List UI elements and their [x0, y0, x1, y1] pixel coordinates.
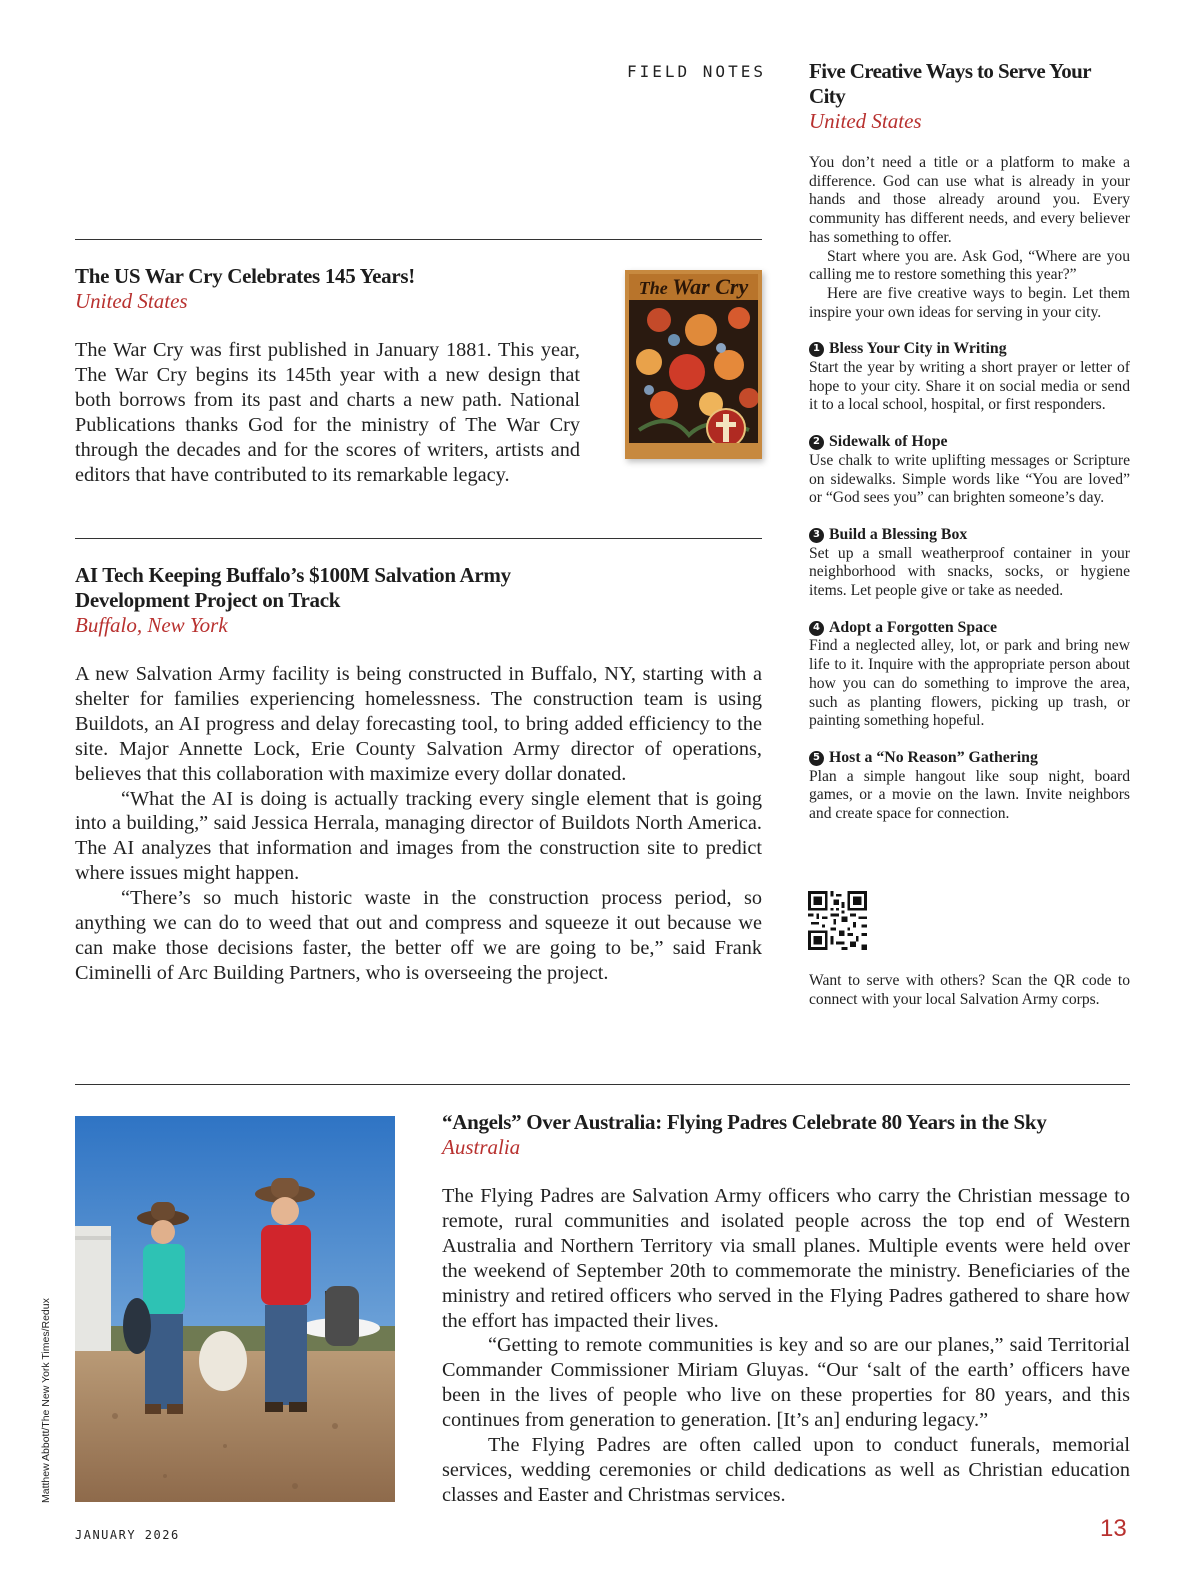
- article-paragraph: “What the AI is doing is actually tracking every single element that is going into a building,” said Jessica Herrala, managing director of Buildots North America. The AI analyzes that information and images from the construction site to predict where issues might happen.: [75, 787, 762, 885]
- tip-item: [809, 340, 1130, 415]
- number-icon: 2: [809, 435, 824, 450]
- issue-date: JANUARY 2026: [75, 1528, 180, 1542]
- tip-body: Plan a simple hangout like soup night, board games, or a movie on the lawn. Invite neighbors and create space for connection.: [809, 767, 1130, 823]
- article-title: “Angels” Over Australia: Flying Padres Celebrate 80 Years in the Sky: [442, 1110, 1047, 1134]
- cover-footer-band: [629, 443, 758, 455]
- cover-masthead: The War Cry: [629, 274, 758, 300]
- tip-body: Use chalk to write uplifting messages or Scripture on sidewalks. Simple words like “You are loved” or “God sees you” can brighten someone’s day.: [809, 451, 1130, 507]
- photo-credit: Matthew Abbott/The New York Times/Redux: [40, 1298, 52, 1503]
- sidebar-paragraph: You don’t need a title or a platform to make a difference. God can use what is already in your hands and those already around you. Every community has different needs, and every believer has something to offer.: [809, 154, 1130, 246]
- divider-rule: [75, 239, 762, 240]
- war-cry-cover-image: [625, 270, 762, 459]
- sidebar-intro: [809, 154, 1130, 322]
- tip-body: Start the year by writing a short prayer or letter of hope to your city. Share it on social media or send it to a local school, hospital, or first responders.: [809, 359, 1130, 414]
- sidebar-paragraph: Start where you are. Ask God, “Where are you calling me to restore something this year?”: [809, 247, 1130, 284]
- number-icon: 5: [809, 751, 824, 766]
- article-australia: [442, 1110, 1130, 1508]
- photo-illustration: [75, 1116, 395, 1502]
- article-war-cry: [75, 264, 585, 487]
- tip-item: [809, 433, 1130, 508]
- number-icon: 3: [809, 528, 824, 543]
- article-body: [75, 338, 580, 487]
- sidebar-paragraph: Here are five creative ways to begin. Let them inspire your own ideas for serving in your city.: [809, 284, 1130, 321]
- article-location: Australia: [442, 1135, 521, 1159]
- article-title: The US War Cry Celebrates 145 Years!: [75, 264, 415, 288]
- tip-title: Host a “No Reason” Gathering: [829, 748, 1038, 766]
- tip-title: Build a Blessing Box: [829, 525, 968, 543]
- article-location: United States: [75, 289, 188, 313]
- article-buffalo: [75, 563, 762, 986]
- flying-padres-photo: [75, 1116, 395, 1502]
- section-label: FIELD NOTES: [627, 62, 766, 81]
- tip-title: Adopt a Forgotten Space: [829, 618, 998, 636]
- tip-item: [809, 526, 1130, 601]
- divider-rule: [75, 538, 762, 539]
- sidebar-title: Five Creative Ways to Serve Your City: [809, 59, 1091, 108]
- tip-body: Find a neglected alley, lot, or park and bring new life to it. Inquire with the appropriate person about how you can do something to improve the area, such as planting flowers, picking up trash, or painting something hopeful.: [809, 637, 1130, 730]
- article-body: [75, 662, 762, 986]
- sidebar-location: United States: [809, 109, 922, 133]
- flower-illustration: [629, 300, 762, 459]
- tip-item: [809, 749, 1130, 824]
- page-number: 13: [1100, 1515, 1127, 1542]
- qr-code-icon[interactable]: [808, 891, 867, 950]
- article-title: AI Tech Keeping Buffalo’s $100M Salvation Army Development Project on Track: [75, 563, 511, 612]
- sidebar-five-ways: [809, 59, 1130, 824]
- article-body: [442, 1184, 1130, 1508]
- qr-caption: Want to serve with others? Scan the QR code to connect with your local Salvation Army corps.: [809, 972, 1130, 1008]
- article-location: Buffalo, New York: [75, 613, 228, 637]
- number-icon: 1: [809, 342, 824, 357]
- tip-item: [809, 619, 1130, 731]
- article-paragraph: The Flying Padres are Salvation Army officers who carry the Christian message to remote, rural communities and isolated people across the top end of Western Australia and Northern Territory via small planes. Multiple events were held over the weekend of September 20th to commemorate the ministry. Beneficiaries of the ministry and retired officers who served in the Flying Padres gathered to share how the effort has impacted their lives.: [442, 1185, 1130, 1332]
- article-paragraph: A new Salvation Army facility is being constructed in Buffalo, NY, starting with a shelter for families experiencing homelessness. The construction team is using Buildots, an AI progress and delay forecasting tool, to bring added efficiency to the site. Major Annette Lock, Erie County Salvation Army director of operations, believes that this collaboration with maximize every dollar donated.: [75, 663, 762, 785]
- number-icon: 4: [809, 621, 824, 636]
- article-paragraph: The War Cry was first published in January 1881. This year, The War Cry begins its 145th year with a new design that both borrows from its past and charts a new path. National Publications thanks God for the ministry of The War Cry through the decades and for the scores of writers, artists and editors that have contributed to its remarkable legacy.: [75, 339, 580, 486]
- article-paragraph: The Flying Padres are often called upon to conduct funerals, memorial services, wedding ceremonies or child dedications as well as Christian education classes and Easter and Christmas services.: [442, 1434, 1130, 1506]
- article-paragraph: “There’s so much historic waste in the construction process period, so anything we can do to weed that out and compress and squeeze it out because we can make those decisions faster, the better off we are going to be,” said Frank Ciminelli of Arc Building Partners, who is overseeing the project.: [75, 887, 762, 984]
- tip-body: Set up a small weatherproof container in your neighborhood with snacks, socks, or hygiene items. Let people give or take as needed.: [809, 544, 1130, 600]
- tip-title: Sidewalk of Hope: [829, 433, 948, 451]
- tip-title: Bless Your City in Writing: [829, 340, 1007, 358]
- divider-rule: [75, 1084, 1130, 1085]
- article-paragraph: “Getting to remote communities is key and so are our planes,” said Territorial Commander Commissioner Miriam Gluyas. “Our ‘salt of the earth’ officers have been in the lives of people who live on these properties for 80 years, and this continues from generation to generation. [It’s an] enduring legacy.”: [442, 1334, 1130, 1432]
